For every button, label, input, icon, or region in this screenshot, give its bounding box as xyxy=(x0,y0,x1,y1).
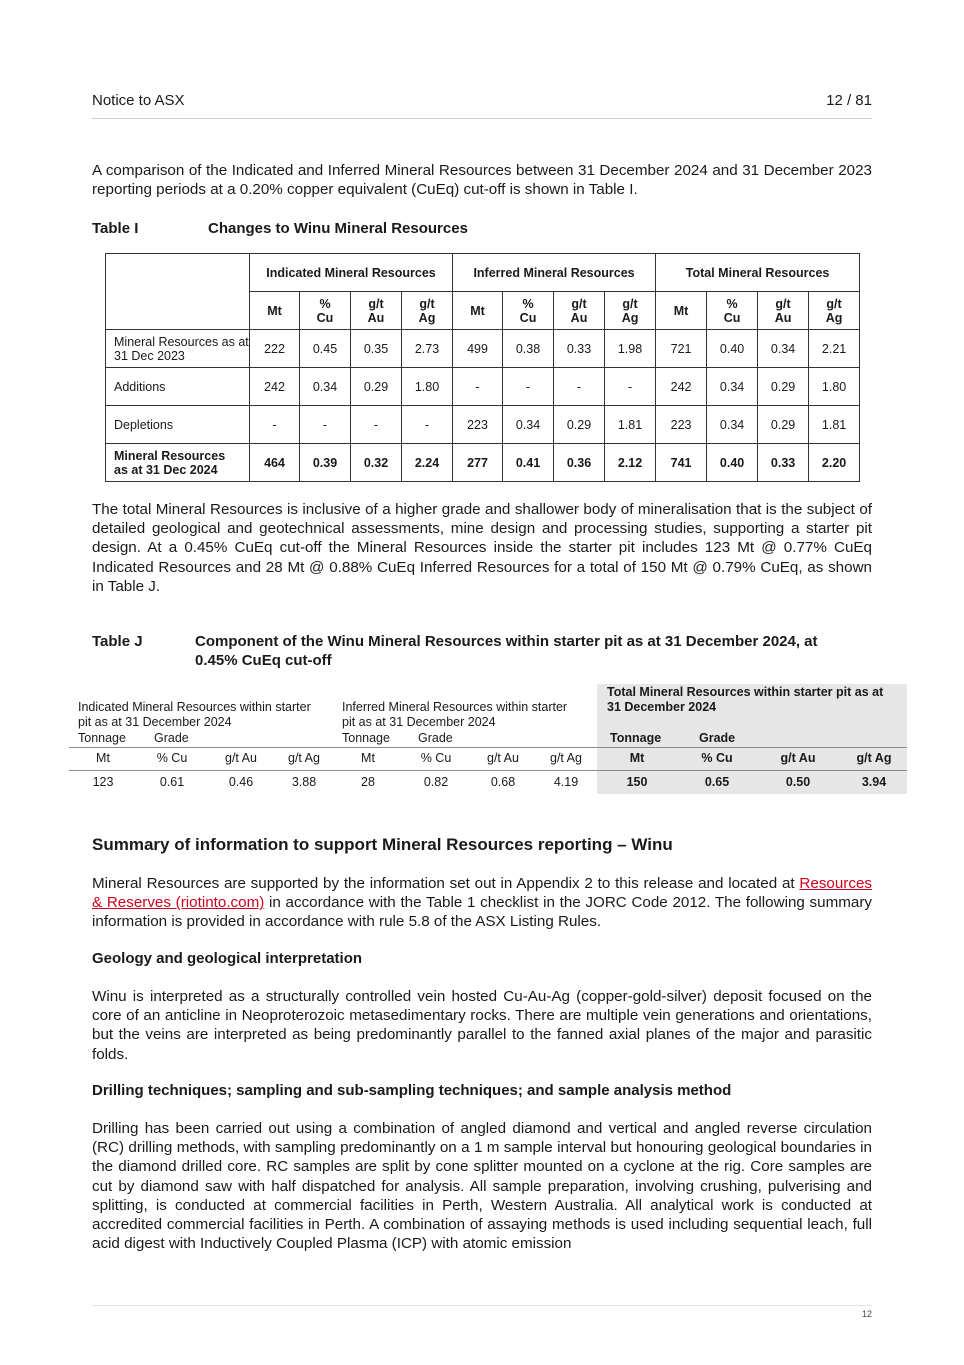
table-i-cell: - xyxy=(300,406,351,444)
table-i-cell: 277 xyxy=(453,444,503,482)
table-i-cell: 0.34 xyxy=(503,406,554,444)
table-i-unit-au-bottom: Au xyxy=(570,310,588,325)
table-i-unit-mt: Mt xyxy=(656,292,707,330)
table-i-unit-mt: Mt xyxy=(250,292,300,330)
table-i-unit-cu xyxy=(707,292,758,330)
table-i-cell: 0.29 xyxy=(758,368,809,406)
table-i-cell: 223 xyxy=(453,406,503,444)
table-i-cell: 1.80 xyxy=(402,368,453,406)
table-i-row-label-main: Mineral Resources xyxy=(114,448,226,463)
table-i-cell: - xyxy=(453,368,503,406)
table-i-cell: 1.80 xyxy=(809,368,860,406)
document-title: Notice to ASX xyxy=(92,92,185,109)
table-row xyxy=(106,330,860,368)
table-i-cell: 0.34 xyxy=(758,330,809,368)
table-i-cell: 222 xyxy=(250,330,300,368)
table-i-unit-ag-top: g/t xyxy=(419,296,435,311)
table-j-unit-header: % Cu xyxy=(701,751,733,765)
table-j-unit-header: g/t Au xyxy=(225,751,257,765)
table-i-cell: 2.20 xyxy=(809,444,860,482)
table-i-cell: 223 xyxy=(656,406,707,444)
table-i-cell: - xyxy=(402,406,453,444)
table-j-total-tonnage: Tonnage xyxy=(610,731,662,745)
table-j-value: 0.68 xyxy=(490,775,516,789)
table-j-inferred-tonnage: Tonnage xyxy=(342,731,390,745)
table-j-inferred-title-1: Inferred Mineral Resources within starter xyxy=(342,700,568,714)
table-i-row-label: Mineral Resources as at 31 Dec 2023 xyxy=(106,330,250,368)
table-j-unit-header: Mt xyxy=(361,751,375,765)
summary-heading: Summary of information to support Mineral Resources reporting – Winu xyxy=(92,835,673,854)
total-resources-paragraph: The total Mineral Resources is inclusive of a higher grade and shallower body of mineralisation that is the subject of detailed geological and geotechnical assessments, mine design and processing studies, supporting a starter pit design. At a 0.45% CuEq cut-off the Mineral Resources inside the starter pit includes 123 Mt @ 0.77% CuEq Indicated Resources and 28 Mt @ 0.88% CuEq Inferred Resources for a total of 150 Mt @ 0.79% CuEq, as shown in Table J. xyxy=(92,501,872,595)
table-i-cell: 2.21 xyxy=(809,330,860,368)
table-i-cell: 0.33 xyxy=(554,330,605,368)
table-row xyxy=(106,368,860,406)
table-j-value: 0.46 xyxy=(228,775,254,789)
table-i-unit-ag-bottom: Ag xyxy=(418,310,436,325)
table-i-row-label-date: as at 31 Dec 2024 xyxy=(114,462,218,477)
table-i-cell: 0.34 xyxy=(707,368,758,406)
table-i-cell: 0.38 xyxy=(503,330,554,368)
table-i-corner xyxy=(106,254,250,330)
table-i-unit-au-bottom: Au xyxy=(367,310,385,325)
table-i-unit-au xyxy=(351,292,402,330)
table-j-unit-header: g/t Ag xyxy=(288,751,320,765)
table-i-cell: 0.45 xyxy=(300,330,351,368)
table-i-cell: 0.33 xyxy=(758,444,809,482)
table-i-unit-au xyxy=(554,292,605,330)
table-i-cell: 0.34 xyxy=(300,368,351,406)
footer-page-number: 12 xyxy=(861,1309,872,1319)
table-i-unit-au-top: g/t xyxy=(368,296,384,311)
table-i-unit-au xyxy=(758,292,809,330)
table-j-indicated-title-2: pit as at 31 December 2024 xyxy=(78,715,232,729)
table-j-total-title-1: Total Mineral Resources within starter pit as at xyxy=(607,685,884,699)
table-i-unit-ag-bottom: Ag xyxy=(621,310,639,325)
table-i-unit-cu-bottom: Cu xyxy=(723,310,741,325)
table-j-inferred-title-2: pit as at 31 December 2024 xyxy=(342,715,496,729)
summary-text-after: in accordance with the Table 1 checklist in the JORC Code 2012. The following summary information is provided in accordance with rule 5.8 of the ASX Listing Rules. xyxy=(92,894,872,931)
table-i-cell: 0.29 xyxy=(351,368,402,406)
table-i-title: Changes to Winu Mineral Resources xyxy=(208,220,468,237)
table-i-cell: 499 xyxy=(453,330,503,368)
table-i-cell: 741 xyxy=(656,444,707,482)
table-i-unit-cu-top: % xyxy=(726,296,738,311)
table-i-cell: 0.35 xyxy=(351,330,402,368)
drilling-paragraph: Drilling has been carried out using a combination of angled diamond and vertical and angled reverse circulation (RC) drilling methods, with sampling predominantly on a 1 m sample interval but honouring geological boundaries in the diamond drilled core. RC samples are split by cone splitter mounted on a cyclone at the rig. Core samples are cut by diamond saw with half dispatched for analysis. All sample preparation, involving crushing, pulverising and splitting, is conducted at commercial facilities in Perth, Western Australia. All analytical work is conducted at accredited commercial facilities in Perth. A combination of assaying methods is used including sequential leach, full acid digest with Inductively Coupled Plasma (ICP) with atomic emission xyxy=(92,1120,872,1253)
page-header xyxy=(92,92,872,119)
table-i-unit-ag-top: g/t xyxy=(622,296,638,311)
table-i-cell: 1.98 xyxy=(605,330,656,368)
table-i-cell: 0.40 xyxy=(707,330,758,368)
table-i-cell: 0.39 xyxy=(300,444,351,482)
table-j-indicated-grade: Grade xyxy=(154,731,189,745)
footer-divider xyxy=(92,1305,872,1306)
table-j-unit-header: g/t Ag xyxy=(856,751,892,765)
table-j-value: 123 xyxy=(92,775,114,789)
table-j-value: 0.82 xyxy=(423,775,449,789)
table-i-row-label xyxy=(106,444,250,482)
table-i-cell: 0.34 xyxy=(707,406,758,444)
table-i-cell: - xyxy=(503,368,554,406)
table-i-unit-cu-bottom: Cu xyxy=(316,310,334,325)
table-i-cell: 0.40 xyxy=(707,444,758,482)
table-j-unit-header: Mt xyxy=(96,751,110,765)
table-j-rule-top xyxy=(69,747,907,748)
table-j-unit-header: % Cu xyxy=(156,751,188,765)
table-i-cell: 2.24 xyxy=(402,444,453,482)
table-j-rule-mid xyxy=(69,770,907,771)
table-i-cell: 1.81 xyxy=(809,406,860,444)
table-i-unit-ag-top: g/t xyxy=(826,296,842,311)
table-row xyxy=(106,406,860,444)
table-i-cell: - xyxy=(554,368,605,406)
table-i-group-total: Total Mineral Resources xyxy=(656,254,860,292)
table-i-unit-cu-bottom: Cu xyxy=(519,310,537,325)
table-j-unit-header: g/t Au xyxy=(487,751,519,765)
table-j-title-line2: 0.45% CuEq cut-off xyxy=(195,652,332,669)
table-i-unit-mt: Mt xyxy=(453,292,503,330)
table-j-total-title-2: 31 December 2024 xyxy=(607,700,717,714)
table-i-unit-ag xyxy=(402,292,453,330)
table-i-cell: 2.73 xyxy=(402,330,453,368)
table-j-value: 4.19 xyxy=(553,775,579,789)
table-i-unit-cu xyxy=(503,292,554,330)
table-i-cell: 2.12 xyxy=(605,444,656,482)
table-j-total-grade: Grade xyxy=(699,731,736,745)
geology-paragraph: Winu is interpreted as a structurally controlled vein hosted Cu-Au-Ag (copper-gold-silver) deposit focused on the core of an anticline in Neoproterozoic metasedimentary rocks. There are multiple vein generations and orientations, but the veins are interpreted as being predominantly parallel to the fanned axial planes of the major and parasitic folds. xyxy=(92,988,872,1063)
table-i-unit-au-top: g/t xyxy=(571,296,587,311)
table-j-value: 150 xyxy=(626,775,648,789)
resources-reserves-link[interactable]: Resources & Reserves (riotinto.com) xyxy=(92,875,872,912)
table-j-value: 0.61 xyxy=(159,775,185,789)
drilling-heading: Drilling techniques; sampling and sub-sampling techniques; and sample analysis method xyxy=(92,1082,732,1099)
table-i-row-label: Additions xyxy=(106,368,250,406)
table-i xyxy=(105,253,860,482)
table-j-unit-header: Mt xyxy=(629,751,645,765)
table-j-indicated-tonnage: Tonnage xyxy=(78,731,126,745)
table-row xyxy=(106,444,860,482)
table-j xyxy=(69,684,907,794)
table-i-group-indicated: Indicated Mineral Resources xyxy=(250,254,453,292)
table-j-label: Table J xyxy=(92,633,143,650)
page-counter: 12 / 81 xyxy=(826,92,872,109)
table-i-cell: 0.29 xyxy=(758,406,809,444)
table-i-cell: - xyxy=(250,406,300,444)
geology-heading: Geology and geological interpretation xyxy=(92,950,363,967)
table-i-unit-cu xyxy=(300,292,351,330)
table-i-unit-ag xyxy=(605,292,656,330)
table-i-cell: 0.36 xyxy=(554,444,605,482)
table-j-inferred-grade: Grade xyxy=(418,731,453,745)
table-i-cell: 1.81 xyxy=(605,406,656,444)
table-i-cell: 242 xyxy=(656,368,707,406)
table-i-unit-au-top: g/t xyxy=(775,296,791,311)
table-j-unit-header: g/t Ag xyxy=(550,751,582,765)
intro-paragraph: A comparison of the Indicated and Inferred Mineral Resources between 31 December 2024 and 31 December 2023 reporting periods at a 0.20% copper equivalent (CuEq) cut-off is shown in Table I. xyxy=(92,162,872,199)
table-j-value: 3.94 xyxy=(861,775,887,789)
table-i-cell: 0.29 xyxy=(554,406,605,444)
table-i-unit-ag xyxy=(809,292,860,330)
table-j-unit-header: g/t Au xyxy=(780,751,816,765)
table-i-unit-au-bottom: Au xyxy=(774,310,792,325)
table-j-value: 0.50 xyxy=(785,775,811,789)
table-i-unit-cu-top: % xyxy=(522,296,534,311)
table-i-cell: 242 xyxy=(250,368,300,406)
table-j-title-line1: Component of the Winu Mineral Resources within starter pit as at 31 December 2024, at xyxy=(195,633,818,650)
summary-paragraph xyxy=(92,874,872,932)
table-i-group-inferred: Inferred Mineral Resources xyxy=(453,254,656,292)
table-j-value: 28 xyxy=(361,775,375,789)
table-j-indicated-title-1: Indicated Mineral Resources within starter xyxy=(78,700,311,714)
table-i-cell: - xyxy=(605,368,656,406)
table-i-cell: - xyxy=(351,406,402,444)
table-i-cell: 721 xyxy=(656,330,707,368)
table-j-value: 0.65 xyxy=(704,775,730,789)
table-i-label: Table I xyxy=(92,220,139,237)
table-i-cell: 0.41 xyxy=(503,444,554,482)
table-j-value: 3.88 xyxy=(291,775,317,789)
table-i-cell: 464 xyxy=(250,444,300,482)
table-i-cell: 0.32 xyxy=(351,444,402,482)
summary-text-before: Mineral Resources are supported by the information set out in Appendix 2 to this release and located at xyxy=(92,875,800,892)
table-i-unit-ag-bottom: Ag xyxy=(825,310,843,325)
table-i-row-label: Depletions xyxy=(106,406,250,444)
table-j-unit-header: % Cu xyxy=(420,751,452,765)
table-i-unit-cu-top: % xyxy=(319,296,331,311)
